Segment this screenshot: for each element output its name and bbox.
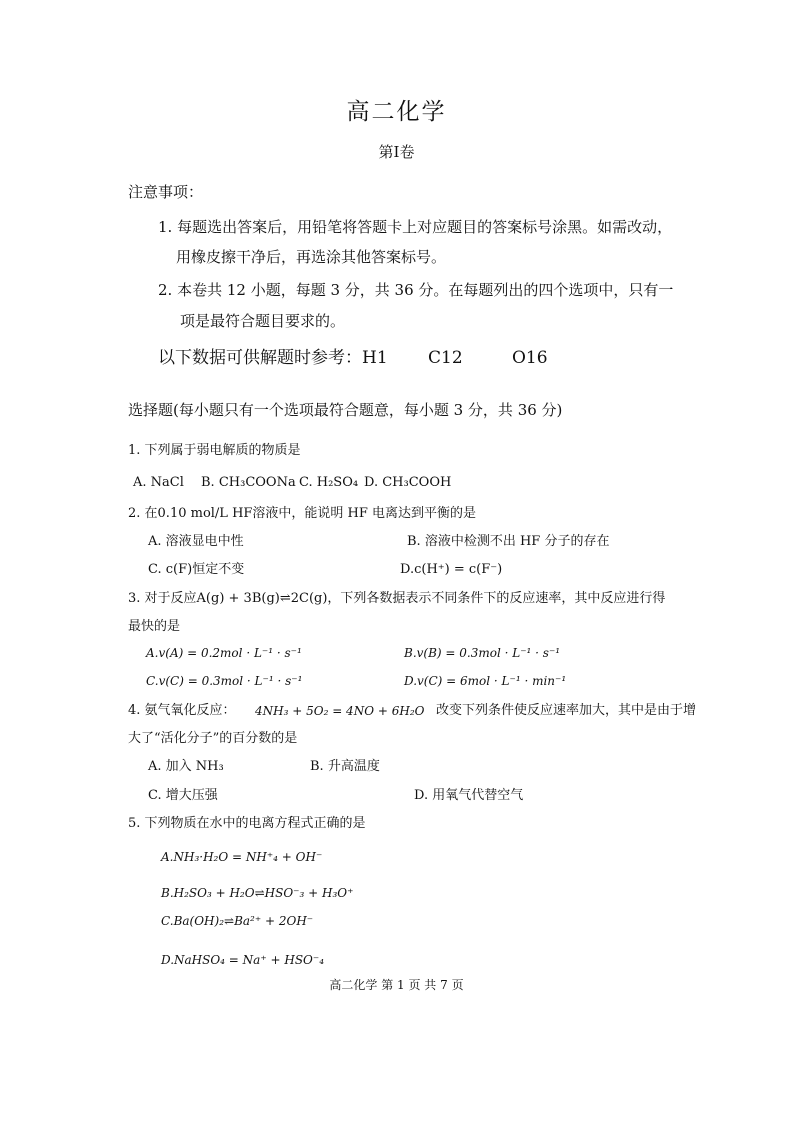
q1-stem: 1. 下列属于弱电解质的物质是 (128, 443, 301, 458)
q2-option-c: C. c(F)恒定不变 (148, 562, 245, 577)
q2-option-b: B. 溶液中检测不出 HF 分子的存在 (407, 534, 610, 549)
q3-stem-line-2: 最快的是 (128, 619, 181, 634)
q3-option-a: A.v(A) = 0.2mol · L⁻¹ · s⁻¹ (146, 646, 302, 660)
page-title: 高二化学 (346, 99, 447, 125)
q5-option-b: B.H₂SO₃ + H₂O⇌HSO⁻₃ + H₃O⁺ (161, 886, 354, 900)
q4-option-b: B. 升高温度 (310, 759, 380, 774)
notice-item-2-line-2: 项是最符合题目要求的。 (180, 312, 346, 330)
q4-stem-line-2: 大了“活化分子”的百分数的是 (128, 731, 298, 746)
q1-option-d: D. CH₃COOH (364, 475, 452, 490)
q5-option-c: C.Ba(OH)₂⇌Ba²⁺ + 2OH⁻ (161, 914, 314, 928)
notice-item-2-line-1: 2. 本卷共 12 小题，每题 3 分，共 36 分。在每题列出的四个选项中，只有一 (158, 281, 674, 299)
q4-stem-line-1-post: 改变下列条件使反应速率加大，其中是由于增 (436, 703, 697, 718)
reference-label: 以下数据可供解题时参考：H1 (158, 348, 388, 368)
volume-label: 第Ⅰ卷 (378, 143, 415, 161)
reference-o: O16 (512, 348, 548, 368)
q1-option-c: C. H₂SO₄ (299, 475, 359, 490)
q3-option-d: D.v(C) = 6mol · L⁻¹ · min⁻¹ (404, 674, 567, 688)
q2-option-a: A. 溶液显电中性 (148, 534, 244, 549)
q1-option-b: B. CH₃COONa (201, 475, 296, 490)
q3-stem-line-1: 3. 对于反应A(g) + 3B(g)⇌2C(g)，下列各数据表示不同条件下的反应速率，其中反应进行得 (128, 591, 666, 606)
notice-heading: 注意事项： (128, 183, 204, 201)
q4-option-a: A. 加入 NH₃ (148, 759, 224, 774)
q1-option-a: A. NaCl (133, 475, 184, 490)
q4-option-c: C. 增大压强 (148, 788, 218, 803)
page-footer: 高二化学 第 1 页 共 7 页 (329, 978, 464, 992)
notice-item-1-line-2: 用橡皮擦干净后，再选涂其他答案标号。 (176, 248, 447, 266)
q2-stem: 2. 在0.10 mol/L HF溶液中，能说明 HF 电离达到平衡的是 (128, 506, 477, 521)
q4-option-d: D. 用氧气代替空气 (414, 788, 524, 803)
q4-stem-line-1-pre: 4. 氨气氧化反应： (128, 703, 236, 718)
reference-c: C12 (428, 348, 463, 368)
q3-option-b: B.v(B) = 0.3mol · L⁻¹ · s⁻¹ (404, 646, 561, 660)
q5-option-a: A.NH₃·H₂O = NH⁺₄ + OH⁻ (161, 850, 323, 864)
notice-item-1-line-1: 1. 每题选出答案后，用铅笔将答题卡上对应题目的答案标号涂黑。如需改动， (158, 218, 673, 236)
q4-stem-equation: 4NH₃ + 5O₂ = 4NO + 6H₂O (255, 704, 425, 718)
q5-option-d: D.NaHSO₄ = Na⁺ + HSO⁻₄ (161, 953, 325, 967)
q5-stem: 5. 下列物质在水中的电离方程式正确的是 (128, 816, 366, 831)
q3-option-c: C.v(C) = 0.3mol · L⁻¹ · s⁻¹ (146, 674, 303, 688)
q2-option-d: D.c(H⁺) = c(F⁻) (400, 562, 503, 577)
section-heading: 选择题(每小题只有一个选项最符合题意，每小题 3 分，共 36 分) (128, 401, 563, 419)
